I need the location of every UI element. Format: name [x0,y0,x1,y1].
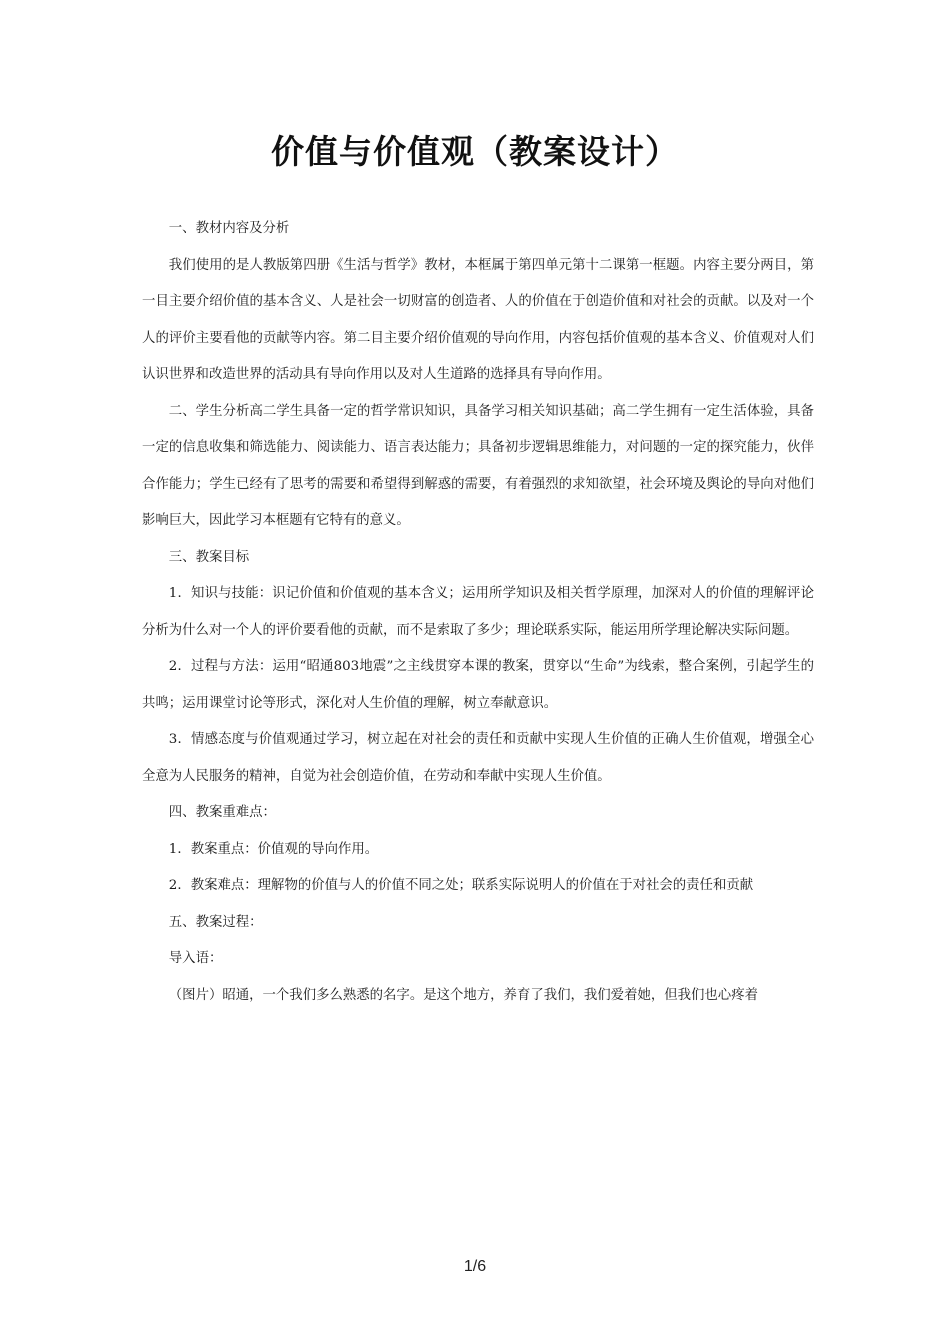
paragraph-student-analysis: 二、学生分析高二学生具备一定的哲学常识知识，具备学习相关知识基础；高二学生拥有一定生活体验，具备一定的信息收集和筛选能力、阅读能力、语言表达能力；具备初步逻辑思维能力，对问题的一定的探究能力，伙伴合作能力；学生已经有了思考的需要和希望得到解惑的需要，有着强烈的求知欲望，社会环境及舆论的导向对他们影响巨大，因此学习本框题有它特有的意义。 [142,403,814,528]
document-body [142,211,814,1014]
paragraph-key-point: 1．教案重点：价值观的导向作用。 [168,841,379,857]
section-heading-4: 四、教案重难点： [168,805,276,820]
page-number: 1/6 [463,1258,487,1275]
document-title: 价值与价值观（教案设计） [271,132,679,172]
paragraph-goal-1: 1．知识与技能：识记价值和价值观的基本含义；运用所学知识及相关哲学原理，加深对人的价值的理解评论分析为什么对一个人的评价要看他的贡献，而不是索取了多少；理论联系实际，能运用所学理论解决实际问题。 [142,586,814,638]
paragraph-goal-2: 2．过程与方法：运用“昭通803地震”之主线贯穿本课的教案，贯穿以“生命”为线索，整合案例，引起学生的共鸣；运用课堂讨论等形式，深化对人生价值的理解，树立奉献意识。 [142,659,814,711]
paragraph-intro-text: （图片）昭通，一个我们多么熟悉的名字。是这个地方，养育了我们，我们爱着她，但我们也心疼着 [168,987,758,1003]
section-heading-3: 三、教案目标 [168,549,250,565]
section-heading-1: 一、教材内容及分析 [168,221,290,236]
paragraph-intro-label: 导入语： [168,951,223,966]
section-heading-5: 五、教案过程： [168,914,263,930]
paragraph-difficult-point: 2．教案难点：理解物的价值与人的价值不同之处；联系实际说明人的价值在于对社会的责任和贡献 [168,878,754,893]
paragraph-textbook-analysis: 我们使用的是人教版第四册《生活与哲学》教材，本框属于第四单元第十二课第一框题。内容主要分两目，第一目主要介绍价值的基本含义、人是社会一切财富的创造者、人的价值在于创造价值和对社会的贡献。以及对一个人的评价主要看他的贡献等内容。第二目主要介绍价值观的导向作用，内容包括价值观的基本含义、价值观对人们认识世界和改造世界的活动具有导向作用以及对人生道路的选择具有导向作用。 [142,257,814,382]
paragraph-goal-3: 3．情感态度与价值观通过学习，树立起在对社会的责任和贡献中实现人生价值的正确人生价值观，增强全心全意为人民服务的精神，自觉为社会创造价值，在劳动和奉献中实现人生价值。 [142,732,814,784]
